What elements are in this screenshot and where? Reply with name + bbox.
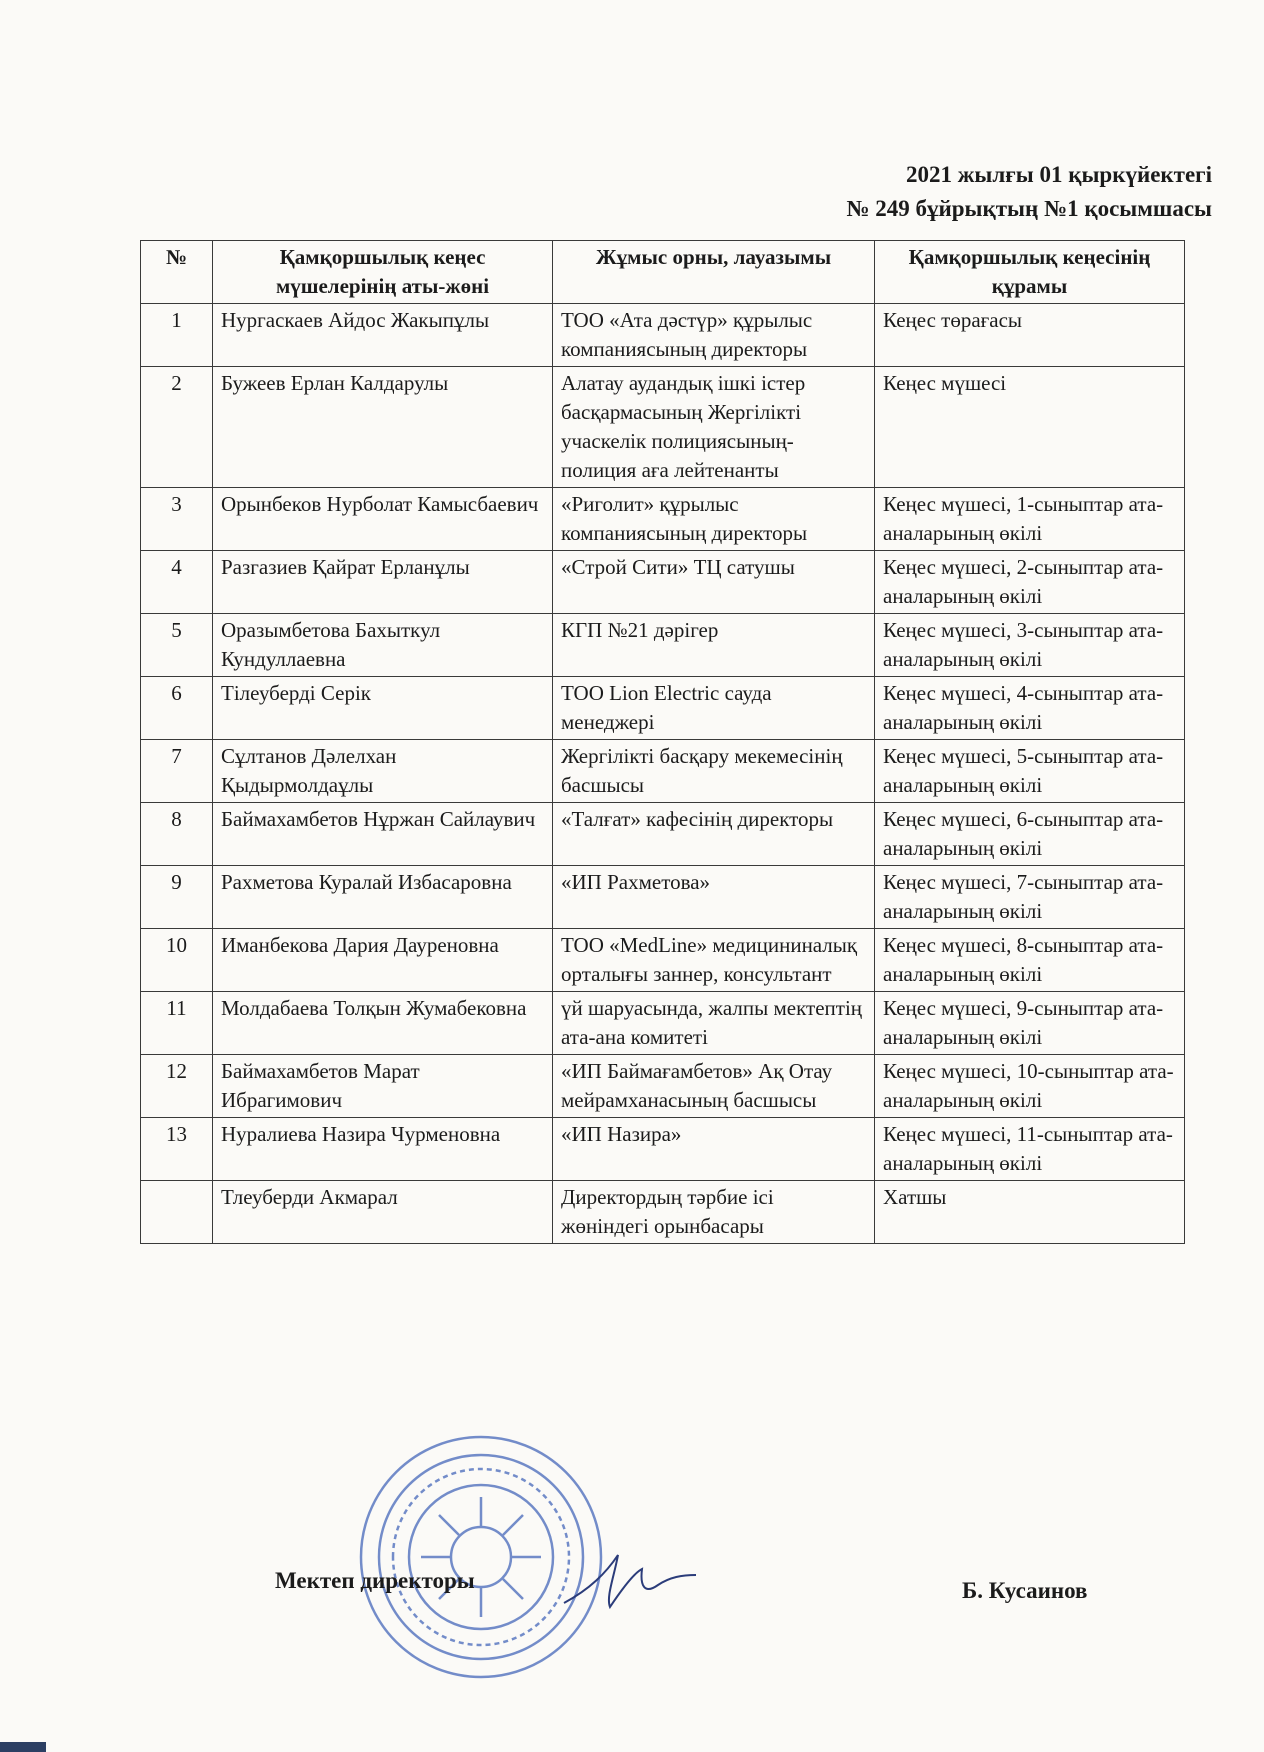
cell-member-name: Нургаскаев Айдос Жакыпұлы [213,304,553,367]
cell-council-role: Кеңес мүшесі, 6-сыныптар ата-аналарының өкілі [875,803,1185,866]
cell-number: 1 [141,304,213,367]
cell-council-role: Кеңес мүшесі, 3-сыныптар ата-аналарының өкілі [875,614,1185,677]
cell-council-role: Кеңес мүшесі, 7-сыныптар ата-аналарының өкілі [875,866,1185,929]
table-row [141,740,1185,803]
table-row [141,304,1185,367]
table-row [141,367,1185,488]
table-row [141,488,1185,551]
column-header-work: Жұмыс орны, лауазымы [553,241,875,304]
cell-council-role: Кеңес мүшесі, 9-сыныптар ата-аналарының өкілі [875,992,1185,1055]
cell-member-name: Сұлтанов Дәлелхан Қыдырмолдаұлы [213,740,553,803]
cell-council-role: Кеңес мүшесі, 1-сыныптар ата-аналарының өкілі [875,488,1185,551]
cell-number: 9 [141,866,213,929]
cell-workplace: «ИП Баймағамбетов» Ақ Отау мейрамханасының басшысы [553,1055,875,1118]
cell-member-name: Молдабаева Толқын Жумабековна [213,992,553,1055]
table-row [141,992,1185,1055]
cell-number [141,1181,213,1244]
cell-council-role: Кеңес төрағасы [875,304,1185,367]
cell-council-role: Кеңес мүшесі, 2-сыныптар ата-аналарының өкілі [875,551,1185,614]
scan-edge-mark [0,1742,46,1752]
cell-workplace: ТОО «MedLine» медицининалық орталығы заннер, консультант [553,929,875,992]
cell-workplace: «Талғат» кафесінің директоры [553,803,875,866]
cell-workplace: Алатау аудандық ішкі істер басқармасының Жергілікті учаскелік полициясының- полиция аға лейтенанты [553,367,875,488]
cell-council-role: Кеңес мүшесі, 8-сыныптар ата-аналарының өкілі [875,929,1185,992]
table-body [141,304,1185,1244]
cell-council-role: Кеңес мүшесі, 11-сыныптар ата-аналарының өкілі [875,1118,1185,1181]
cell-workplace: «Строй Сити» ТЦ сатушы [553,551,875,614]
council-members-table [140,240,1185,1244]
cell-council-role: Кеңес мүшесі, 5-сыныптар ата-аналарының өкілі [875,740,1185,803]
cell-number: 11 [141,992,213,1055]
cell-member-name: Нуралиева Назира Чурменовна [213,1118,553,1181]
cell-number: 13 [141,1118,213,1181]
table-row [141,1055,1185,1118]
cell-workplace: Директордың тәрбие ісі жөніндегі орынбасары [553,1181,875,1244]
order-reference [846,158,1212,226]
cell-member-name: Тлеуберди Акмарал [213,1181,553,1244]
cell-workplace: «ИП Рахметова» [553,866,875,929]
column-header-number: № [141,241,213,304]
cell-workplace: үй шаруасында, жалпы мектептің ата-ана комитеті [553,992,875,1055]
cell-number: 4 [141,551,213,614]
cell-workplace: Жергілікті басқару мекемесінің басшысы [553,740,875,803]
table-row [141,1181,1185,1244]
cell-number: 5 [141,614,213,677]
cell-number: 3 [141,488,213,551]
cell-member-name: Бужеев Ерлан Калдарулы [213,367,553,488]
signature-stroke [564,1555,696,1607]
table-row [141,929,1185,992]
cell-number: 12 [141,1055,213,1118]
cell-member-name: Иманбекова Дария Дауреновна [213,929,553,992]
cell-workplace: ТОО «Ата дәстүр» құрылыс компаниясының директоры [553,304,875,367]
cell-workplace: «Риголит» құрылыс компаниясының директоры [553,488,875,551]
order-date-line: 2021 жылғы 01 қыркүйектегі [906,162,1212,187]
cell-number: 6 [141,677,213,740]
table-row [141,614,1185,677]
order-number-line: № 249 бұйрықтың №1 қосымшасы [846,196,1212,221]
table-row [141,677,1185,740]
cell-member-name: Баймахамбетов Марат Ибрагимович [213,1055,553,1118]
cell-council-role: Кеңес мүшесі, 10-сыныптар ата-аналарының өкілі [875,1055,1185,1118]
cell-number: 2 [141,367,213,488]
cell-member-name: Оразымбетова Бахыткул Кундуллаевна [213,614,553,677]
cell-member-name: Тілеуберді Серік [213,677,553,740]
stamp-text-arc [393,1469,569,1645]
table-row [141,551,1185,614]
cell-number: 7 [141,740,213,803]
cell-workplace: «ИП Назира» [553,1118,875,1181]
cell-number: 8 [141,803,213,866]
cell-member-name: Орынбеков Нурболат Камысбаевич [213,488,553,551]
table-row [141,866,1185,929]
director-signature [560,1545,700,1625]
column-header-name: Қамқоршылық кеңес мүшелерінің аты-жөні [213,241,553,304]
cell-council-role: Хатшы [875,1181,1185,1244]
table-row [141,1118,1185,1181]
table-row [141,803,1185,866]
table-header-row [141,241,1185,304]
cell-member-name: Разгазиев Қайрат Ерланұлы [213,551,553,614]
stamp-emblem-rays [421,1497,541,1617]
director-name: Б. Кусаинов [962,1578,1088,1603]
cell-member-name: Баймахамбетов Нұржан Сайлаувич [213,803,553,866]
column-header-role: Қамқоршылық кеңесінің құрамы [875,241,1185,304]
cell-number: 10 [141,929,213,992]
cell-council-role: Кеңес мүшесі [875,367,1185,488]
signature-label: Мектеп директоры [275,1568,475,1593]
cell-workplace: ТОО Lion Electric сауда менеджері [553,677,875,740]
cell-council-role: Кеңес мүшесі, 4-сыныптар ата-аналарының өкілі [875,677,1185,740]
cell-member-name: Рахметова Куралай Избасаровна [213,866,553,929]
cell-workplace: КГП №21 дәрігер [553,614,875,677]
